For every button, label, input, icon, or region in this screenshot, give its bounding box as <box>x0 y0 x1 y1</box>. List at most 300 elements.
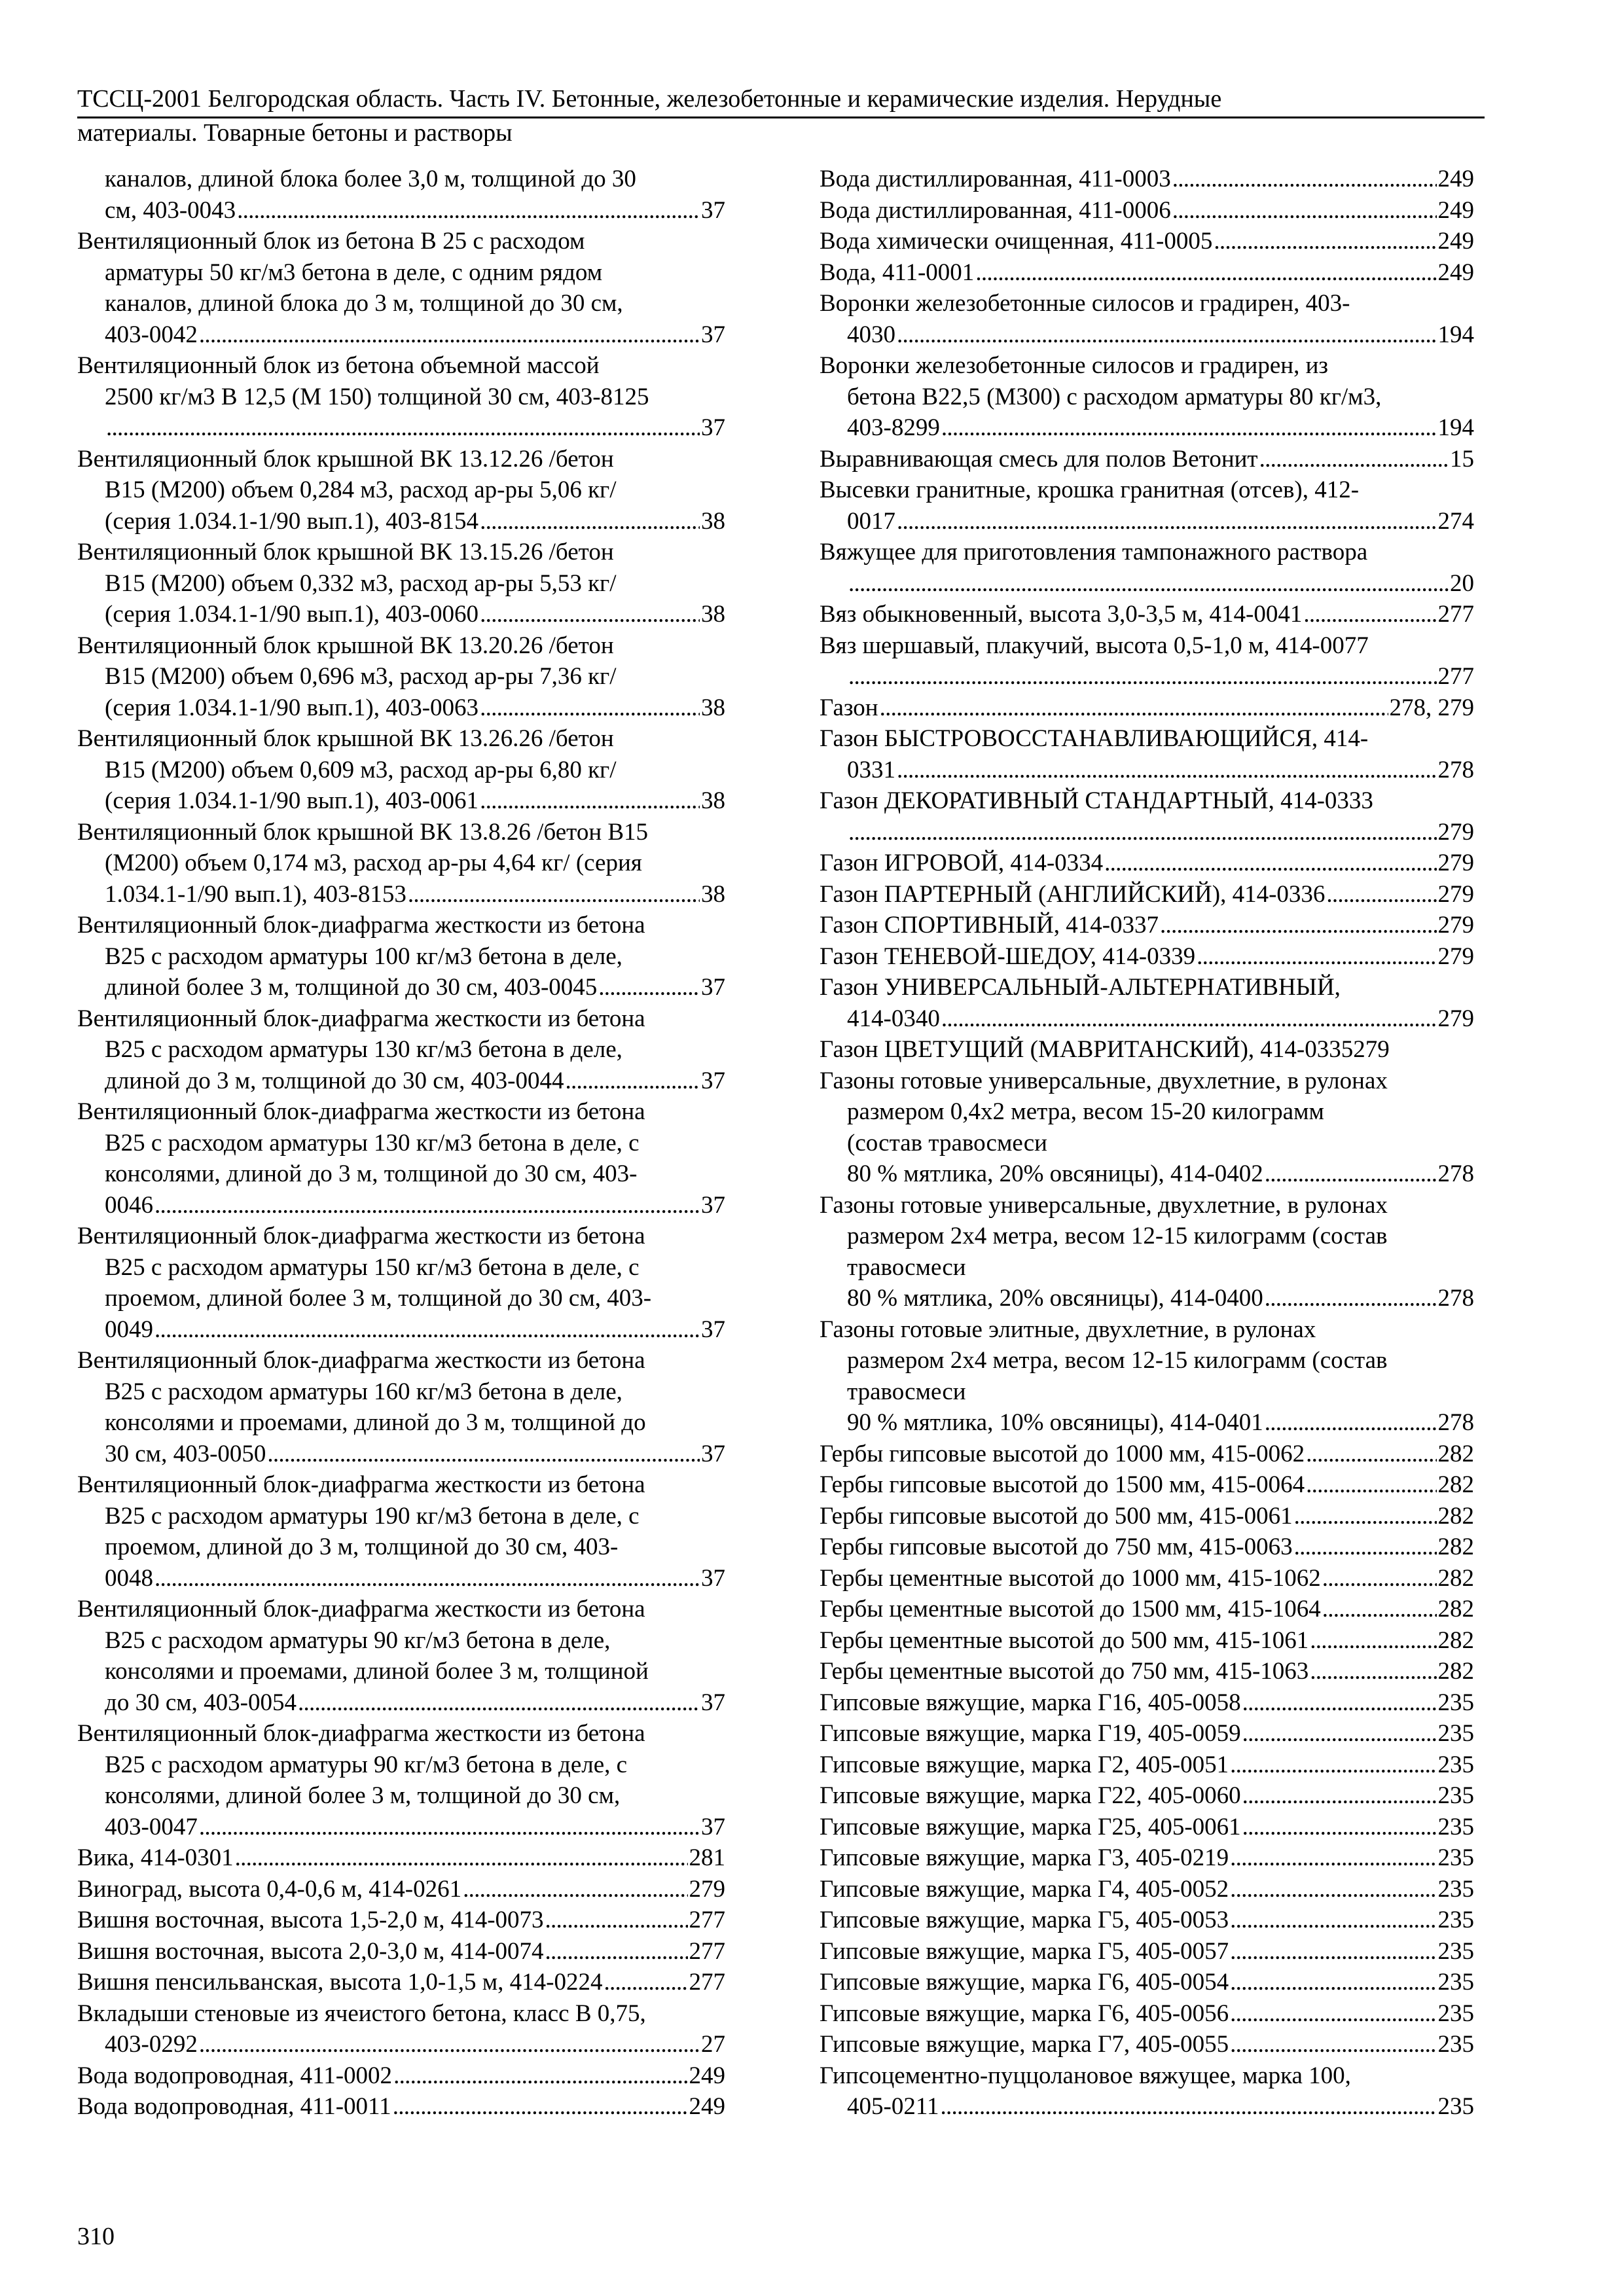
dot-leader <box>298 1687 700 1719</box>
entry-text-line: Вентиляционный блок крышной ВК 13.12.26 /бетон <box>77 445 614 473</box>
dot-leader <box>1242 1812 1437 1843</box>
entry-text-line: Газоны готовые элитные, двухлетние, в рулонах <box>820 1316 1316 1343</box>
entry-text-line: 2500 кг/м3 В 12,5 (М 150) толщиной 30 см, 403-8125 <box>105 383 649 410</box>
index-entry <box>820 444 1474 475</box>
index-entry <box>820 1842 1474 1874</box>
page-reference: 281 <box>689 1844 725 1871</box>
entry-text-line: проемом, длиной до 3 м, толщиной до 30 см, 403- <box>105 1534 619 1560</box>
index-entry <box>77 226 725 350</box>
entry-text-line: В25 с расходом арматуры 160 кг/м3 бетона в деле, <box>105 1378 623 1405</box>
entry-text-line: Выравнивающая смесь для полов Ветонит <box>820 445 1258 473</box>
page-reference: 282 <box>1437 1534 1474 1560</box>
index-entry <box>820 1967 1474 1998</box>
index-entry <box>820 1687 1474 1719</box>
entry-text-line: Вода водопроводная, 411-0002 <box>77 2062 393 2089</box>
index-entry <box>77 723 725 817</box>
dot-leader <box>235 1842 688 1874</box>
entry-text-line: консолями, длиной до 3 м, толщиной до 30 см, 403- <box>105 1160 638 1187</box>
index-entry <box>77 350 725 444</box>
index-entry <box>820 537 1474 599</box>
index-entry <box>820 1998 1474 2030</box>
entry-text-line: Газон <box>820 694 878 721</box>
page-reference: 37 <box>701 1564 725 1592</box>
index-entry <box>820 1780 1474 1812</box>
dot-leader <box>565 1066 700 1097</box>
dot-leader <box>1306 1439 1436 1470</box>
entry-text-line: Гипсоцементно-пуццолановое вяжущее, марка 100, <box>820 2062 1351 2089</box>
page-reference: 194 <box>1437 321 1474 348</box>
index-entry <box>820 195 1474 226</box>
entry-text-line: Гербы гипсовые высотой до 500 мм, 415-0061 <box>820 1502 1293 1530</box>
entry-text-line: 414-0340 <box>847 1005 940 1032</box>
dot-leader <box>897 319 1437 351</box>
entry-text-line: длиной до 3 м, толщиной до 30 см, 403-0044 <box>105 1067 564 1094</box>
entry-text-line: 403-0042 <box>105 321 198 348</box>
entry-text-line: В25 с расходом арматуры 190 кг/м3 бетона в деле, с <box>105 1502 640 1530</box>
entry-text-line: Гербы гипсовые высотой до 1500 мм, 415-0064 <box>820 1471 1305 1498</box>
dot-leader <box>941 412 1437 444</box>
dot-leader <box>880 692 1388 724</box>
entry-text-line: 403-0047 <box>105 1813 198 1840</box>
index-entry <box>820 1469 1474 1501</box>
dot-leader <box>1265 1283 1437 1314</box>
index-entry <box>77 1003 725 1097</box>
page-reference: 282 <box>1437 1440 1474 1467</box>
dot-leader <box>408 879 700 910</box>
entry-text-line: бетона В22,5 (М300) с расходом арматуры 80 кг/м3, <box>847 383 1382 410</box>
entry-text-line: каналов, длиной блока более 3,0 м, толщиной до 30 <box>105 166 636 192</box>
entry-text-line: травосмеси <box>847 1253 966 1281</box>
page-reference: 282 <box>1437 1564 1474 1592</box>
entry-text-line: арматуры 50 кг/м3 бетона в деле, с одним рядом <box>105 259 603 286</box>
page-number: 310 <box>77 2223 115 2250</box>
page-reference: 282 <box>1437 1658 1474 1685</box>
page-reference: 277 <box>689 1937 725 1965</box>
index-entry <box>820 1936 1474 1967</box>
dot-leader <box>106 412 700 444</box>
entry-text-line: Гербы цементные высотой до 1500 мм, 415-1064 <box>820 1596 1321 1623</box>
entry-text-line: 0017 <box>847 507 895 535</box>
entry-text-line: Вяз обыкновенный, высота 3,0-3,5 м, 414-0041 <box>820 601 1303 628</box>
index-entry <box>820 1812 1474 1843</box>
entry-text-line: 80 % мятлика, 20% овсяницы), 414-0400 <box>847 1285 1263 1312</box>
page-reference: 279 <box>689 1875 725 1903</box>
index-entry <box>820 1501 1474 1532</box>
entry-text-line: Вентиляционный блок из бетона В 25 с расходом <box>77 228 585 255</box>
index-entry <box>77 1967 725 1998</box>
entry-text-line: Вентиляционный блок-диафрагма жесткости из бетона <box>77 1223 645 1249</box>
index-entry <box>77 630 725 724</box>
dot-leader <box>975 257 1436 289</box>
dot-leader <box>1230 1874 1436 1905</box>
entry-text-line: Вентиляционный блок-диафрагма жесткости из бетона <box>77 912 645 939</box>
dot-leader <box>1294 1532 1437 1563</box>
entry-text-line: 0046 <box>105 1191 153 1219</box>
index-entry <box>820 941 1474 973</box>
page-reference: 37 <box>701 1813 725 1840</box>
entry-text-line: Газон ИГРОВОЙ, 414-0334 <box>820 850 1104 876</box>
entry-text-line: Газон ДЕКОРАТИВНЫЙ СТАНДАРТНЫЙ, 414-0333 <box>820 787 1373 814</box>
dot-leader <box>393 2060 687 2092</box>
page-reference: 282 <box>1437 1502 1474 1530</box>
header-line-1: ТССЦ-2001 Белгородская область. Часть IV. Бетонные, железобетонные и керамические изделия. Нерудные <box>77 85 1222 113</box>
entry-text-line: Газон ЦВЕТУЩИЙ (МАВРИТАНСКИЙ), 414-0335 <box>820 1036 1354 1063</box>
entry-text-line: Воронки железобетонные силосов и градирен, из <box>820 352 1328 379</box>
entry-text-line: Газоны готовые универсальные, двухлетние, в рулонах <box>820 1067 1388 1094</box>
page-reference: 235 <box>1437 1844 1474 1871</box>
page-reference: 249 <box>1437 166 1474 192</box>
dot-leader <box>604 1967 687 1998</box>
index-entry <box>77 1874 725 1905</box>
page-reference: 235 <box>1437 1907 1474 1933</box>
dot-leader <box>545 1905 688 1936</box>
entry-text-line: 403-0292 <box>105 2031 198 2058</box>
dot-leader <box>1322 1594 1437 1625</box>
page-reference: 194 <box>1437 414 1474 441</box>
page-reference: 37 <box>701 196 725 224</box>
entry-text-line: В25 с расходом арматуры 90 кг/м3 бетона в деле, <box>105 1626 611 1654</box>
dot-leader <box>1230 1967 1436 1998</box>
page-reference: 38 <box>701 880 725 908</box>
index-entry <box>820 288 1474 350</box>
dot-leader <box>480 692 700 724</box>
dot-leader <box>1326 879 1436 910</box>
index-entry <box>77 444 725 537</box>
entry-text-line: Газон УНИВЕРСАЛЬНЫЙ-АЛЬТЕРНАТИВНЫЙ, <box>820 974 1341 1001</box>
page-reference: 249 <box>689 2093 725 2120</box>
page-reference: 278, 279 <box>1389 694 1474 721</box>
page-reference: 37 <box>701 321 725 348</box>
entry-text-line: 80 % мятлика, 20% овсяницы), 414-0402 <box>847 1160 1263 1187</box>
entry-text-line: 405-0211 <box>847 2093 939 2120</box>
entry-text-line: В25 с расходом арматуры 130 кг/м3 бетона в деле, с <box>105 1129 640 1157</box>
index-entry <box>820 692 1474 724</box>
entry-text-line: Вентиляционный блок крышной ВК 13.8.26 /бетон В15 <box>77 818 649 846</box>
page-reference: 235 <box>1437 2031 1474 2058</box>
page-reference: 279 <box>1437 912 1474 939</box>
index-entry <box>77 1718 725 1842</box>
entry-text-line: Вода дистиллированная, 411-0006 <box>820 196 1171 224</box>
index-entry <box>820 2029 1474 2060</box>
index-entry <box>820 1314 1474 1439</box>
dot-leader <box>1242 1780 1437 1812</box>
entry-text-line: Вкладыши стеновые из ячеистого бетона, класс В 0,75, <box>77 2000 646 2027</box>
entry-text-line: Гипсовые вяжущие, марка Г22, 405-0060 <box>820 1782 1241 1809</box>
entry-text-line: Гербы гипсовые высотой до 1000 мм, 415-0062 <box>820 1440 1305 1467</box>
dot-leader <box>1230 1842 1436 1874</box>
page-reference: 274 <box>1437 507 1474 535</box>
page-reference: 20 <box>1450 569 1474 597</box>
dot-leader <box>199 319 700 351</box>
entry-text-line: (серия 1.034.1-1/90 вып.1), 403-0063 <box>105 694 479 721</box>
index-entry <box>77 1221 725 1345</box>
entry-text-line: Гипсовые вяжущие, марка Г2, 405-0051 <box>820 1751 1229 1778</box>
page-reference: 249 <box>1437 228 1474 255</box>
page-reference: 235 <box>1437 2093 1474 2120</box>
index-entry <box>820 2060 1474 2123</box>
page-reference: 235 <box>1437 1813 1474 1840</box>
entry-text-line: см, 403-0043 <box>105 196 236 224</box>
dot-leader <box>480 506 700 537</box>
page-reference: 37 <box>701 1316 725 1343</box>
index-entry <box>820 226 1474 257</box>
index-entry <box>820 972 1474 1034</box>
page-reference: 38 <box>701 694 725 721</box>
entry-text-line: В25 с расходом арматуры 90 кг/м3 бетона в деле, с <box>105 1751 628 1778</box>
entry-text-line: 90 % мятлика, 10% овсяницы), 414-0401 <box>847 1409 1263 1436</box>
entry-text-line: Вода химически очищенная, 411-0005 <box>820 228 1213 255</box>
entry-text-line: Вентиляционный блок-диафрагма жесткости из бетона <box>77 1005 645 1032</box>
dot-leader <box>1214 226 1436 257</box>
entry-text-line: Газон ПАРТЕРНЫЙ (АНГЛИЙСКИЙ), 414-0336 <box>820 880 1326 908</box>
page-reference: 249 <box>1437 259 1474 286</box>
dot-leader <box>1322 1563 1437 1594</box>
dot-leader <box>480 785 700 817</box>
entry-text-line: В25 с расходом арматуры 100 кг/м3 бетона в деле, <box>105 942 623 970</box>
entry-text-line: 403-8299 <box>847 414 940 441</box>
dot-leader <box>1197 941 1436 973</box>
page-reference: 249 <box>1437 196 1474 224</box>
page-reference: 279 <box>1437 850 1474 876</box>
index-entry <box>820 1656 1474 1687</box>
page-reference: 235 <box>1437 1782 1474 1809</box>
entry-text-line: Вода водопроводная, 411-0011 <box>77 2093 391 2120</box>
entry-text-line: Гипсовые вяжущие, марка Г25, 405-0061 <box>820 1813 1241 1840</box>
entry-text-line: Гербы цементные высотой до 500 мм, 415-1061 <box>820 1626 1309 1654</box>
entry-text-line: Газон БЫСТРОВОССТАНАВЛИВАЮЩИЙСЯ, 414- <box>820 725 1369 752</box>
page-reference: 279 <box>1437 880 1474 908</box>
page-reference: 235 <box>1437 1751 1474 1778</box>
entry-text-line: Гербы гипсовые высотой до 750 мм, 415-0063 <box>820 1534 1293 1560</box>
index-entry <box>820 1190 1474 1314</box>
page-reference: 279 <box>1437 942 1474 970</box>
page-reference: 282 <box>1437 1626 1474 1654</box>
entry-text-line: (М200) объем 0,174 м3, расход ар-ры 4,64 кг/ (серия <box>105 850 642 876</box>
page-reference: 235 <box>1437 1875 1474 1903</box>
dot-leader <box>1230 1905 1436 1936</box>
entry-text-line: консолями и проемами, длиной до 3 м, толщиной до <box>105 1409 646 1436</box>
dot-leader <box>1306 1469 1436 1501</box>
page-reference: 235 <box>1437 1969 1474 1996</box>
entry-text-line: Гипсовые вяжущие, марка Г6, 405-0054 <box>820 1969 1229 1996</box>
entry-text-line: 4030 <box>847 321 895 348</box>
index-entry <box>77 164 725 226</box>
running-header <box>77 84 1485 114</box>
entry-text-line: размером 2х4 метра, весом 12-15 килограмм (состав <box>847 1347 1388 1374</box>
entry-text-line: Вода дистиллированная, 411-0003 <box>820 166 1171 192</box>
dot-leader <box>1310 1656 1436 1687</box>
dot-leader <box>1160 910 1436 941</box>
entry-text-line: Вентиляционный блок из бетона объемной массой <box>77 352 600 379</box>
page-reference: 38 <box>701 601 725 628</box>
index-entry <box>77 817 725 910</box>
dot-leader <box>1242 1718 1437 1749</box>
entry-text-line: (серия 1.034.1-1/90 вып.1), 403-0060 <box>105 601 479 628</box>
entry-text-line: Гипсовые вяжущие, марка Г7, 405-0055 <box>820 2031 1229 2058</box>
dot-leader <box>1265 1158 1437 1190</box>
entry-text-line: В25 с расходом арматуры 130 кг/м3 бетона в деле, <box>105 1036 623 1063</box>
index-entry <box>77 1998 725 2060</box>
index-entry <box>77 1096 725 1221</box>
entry-text-line: Вентиляционный блок-диафрагма жесткости из бетона <box>77 1471 645 1498</box>
index-entry <box>820 1439 1474 1470</box>
page-reference: 38 <box>701 507 725 535</box>
page-reference: 249 <box>689 2062 725 2089</box>
running-header-continued <box>77 118 1485 148</box>
page-reference: 235 <box>1437 1937 1474 1965</box>
dot-leader <box>1259 444 1449 475</box>
index-entry <box>77 1345 725 1469</box>
entry-text-line: 0049 <box>105 1316 153 1343</box>
entry-text-line: травосмеси <box>847 1378 966 1405</box>
page-reference: 278 <box>1437 1285 1474 1312</box>
entry-text-line: 0331 <box>847 756 895 783</box>
page-reference: 38 <box>701 787 725 814</box>
entry-text-line: Гипсовые вяжущие, марка Г5, 405-0053 <box>820 1907 1229 1933</box>
entry-text-line: Вентиляционный блок-диафрагма жесткости из бетона <box>77 1347 645 1374</box>
dot-leader <box>848 661 1437 692</box>
index-entry <box>77 1936 725 1967</box>
entry-text-line: Вишня восточная, высота 1,5-2,0 м, 414-0073 <box>77 1907 544 1933</box>
entry-text-line: до 30 см, 403-0054 <box>105 1689 297 1716</box>
dot-leader <box>897 506 1437 537</box>
entry-text-line: Гербы цементные высотой до 750 мм, 415-1063 <box>820 1658 1309 1685</box>
dot-leader <box>848 568 1449 600</box>
dot-leader <box>1294 1501 1437 1532</box>
entry-text-line: Вяжущее для приготовления тампонажного раствора <box>820 539 1368 565</box>
entry-text-line: длиной более 3 м, толщиной до 30 см, 403-0045 <box>105 974 598 1001</box>
entry-text-line: Газоны готовые универсальные, двухлетние, в рулонах <box>820 1191 1388 1219</box>
index-entry <box>820 879 1474 910</box>
index-column-left <box>77 164 725 2123</box>
dot-leader <box>1104 848 1436 879</box>
entry-text-line: В15 (М200) объем 0,332 м3, расход ар-ры 5,53 кг/ <box>105 569 617 597</box>
index-entry <box>77 910 725 1003</box>
index-entry <box>77 1469 725 1594</box>
entry-text-line: Гипсовые вяжущие, марка Г19, 405-0059 <box>820 1720 1241 1747</box>
entry-text-line: Вентиляционный блок-диафрагма жесткости из бетона <box>77 1098 645 1125</box>
entry-text-line: (серия 1.034.1-1/90 вып.1), 403-0061 <box>105 787 479 814</box>
index-entry <box>77 1594 725 1718</box>
entry-text-line: В15 (М200) объем 0,609 м3, расход ар-ры 6,80 кг/ <box>105 756 617 783</box>
index-entry <box>820 1532 1474 1563</box>
index-entry <box>820 475 1474 537</box>
entry-text-line: Вентиляционный блок крышной ВК 13.26.26 /бетон <box>77 725 614 752</box>
entry-text-line: В15 (М200) объем 0,696 м3, расход ар-ры 7,36 кг/ <box>105 663 617 690</box>
dot-leader <box>237 195 700 226</box>
index-entry <box>820 910 1474 941</box>
page-reference: 277 <box>689 1969 725 1996</box>
index-entry <box>820 1066 1474 1190</box>
index-column-right <box>820 164 1474 2123</box>
dot-leader <box>1310 1625 1436 1657</box>
entry-text-line: Вика, 414-0301 <box>77 1844 234 1871</box>
entry-text-line: Вентиляционный блок-диафрагма жесткости из бетона <box>77 1720 645 1747</box>
page-reference: 235 <box>1437 1720 1474 1747</box>
page-reference: 279 <box>1437 1005 1474 1032</box>
entry-text-line: В15 (М200) объем 0,284 м3, расход ар-ры 5,06 кг/ <box>105 476 617 503</box>
entry-text-line: Гипсовые вяжущие, марка Г16, 405-0058 <box>820 1689 1241 1716</box>
index-entry <box>820 1034 1474 1066</box>
index-entry <box>77 2091 725 2123</box>
entry-text-line: Вентиляционный блок крышной ВК 13.20.26 /бетон <box>77 632 614 659</box>
entry-text-line: проемом, длиной более 3 м, толщиной до 30 см, 403- <box>105 1285 652 1312</box>
dot-leader <box>545 1936 688 1967</box>
entry-text-line: размером 2х4 метра, весом 12-15 килограмм (состав <box>847 1223 1388 1249</box>
entry-text-line: Гипсовые вяжущие, марка Г5, 405-0057 <box>820 1937 1229 1965</box>
index-entry <box>820 164 1474 195</box>
entry-text-line: Воронки железобетонные силосов и градирен, 403- <box>820 290 1350 317</box>
index-entry <box>820 630 1474 692</box>
dot-leader <box>940 2091 1436 2123</box>
dot-leader <box>154 1190 700 1221</box>
entry-text-line: В25 с расходом арматуры 150 кг/м3 бетона в деле, с <box>105 1253 640 1281</box>
index-entry <box>820 1625 1474 1657</box>
dot-leader <box>598 972 700 1003</box>
page-reference: 15 <box>1450 445 1474 473</box>
entry-text-line: консолями, длиной более 3 м, толщиной до 30 см, <box>105 1782 621 1809</box>
page-reference: 37 <box>701 974 725 1001</box>
page-reference: 278 <box>1437 756 1474 783</box>
dot-leader <box>480 599 700 630</box>
page-reference: 235 <box>1437 2000 1474 2027</box>
entry-text-line: Гипсовые вяжущие, марка Г3, 405-0219 <box>820 1844 1229 1871</box>
dot-leader <box>1230 2029 1436 2060</box>
dot-leader <box>463 1874 687 1905</box>
dot-leader <box>1230 1749 1436 1781</box>
entry-text-line: Гипсовые вяжущие, марка Г4, 405-0052 <box>820 1875 1229 1903</box>
index-entry <box>820 599 1474 630</box>
page-reference: 282 <box>1437 1471 1474 1498</box>
dot-leader <box>199 2029 700 2060</box>
index-entry <box>820 1563 1474 1594</box>
dot-leader <box>1230 1998 1436 2030</box>
page-reference: 279 <box>1437 818 1474 846</box>
entry-text-line: (серия 1.034.1-1/90 вып.1), 403-8154 <box>105 507 479 535</box>
page-reference: 278 <box>1437 1160 1474 1187</box>
entry-text-line: Вентиляционный блок-диафрагма жесткости из бетона <box>77 1596 645 1623</box>
entry-text-line: Вишня восточная, высота 2,0-3,0 м, 414-0074 <box>77 1937 544 1965</box>
page-reference: 277 <box>1437 601 1474 628</box>
index-entry <box>820 723 1474 785</box>
page-reference: 37 <box>701 1067 725 1094</box>
index-entry <box>820 848 1474 879</box>
page-reference: 277 <box>689 1907 725 1933</box>
entry-text-line: Газон ТЕНЕВОЙ-ШЕДОУ, 414-0339 <box>820 942 1196 970</box>
dot-leader <box>393 2091 688 2123</box>
index-entry <box>820 350 1474 444</box>
entry-text-line: Вода, 411-0001 <box>820 259 975 286</box>
page-reference: 277 <box>1437 663 1474 690</box>
entry-text-line: 0048 <box>105 1564 153 1592</box>
entry-text-line: 30 см, 403-0050 <box>105 1440 266 1467</box>
index-entry <box>77 2060 725 2092</box>
index-entry <box>77 1842 725 1874</box>
entry-text-line: Вентиляционный блок крышной ВК 13.15.26 /бетон <box>77 539 614 565</box>
dot-leader <box>1230 1936 1436 1967</box>
header-line-2: материалы. Товарные бетоны и растворы <box>77 119 513 147</box>
page-reference: 278 <box>1437 1409 1474 1436</box>
entry-text-line: Вяз шершавый, плакучий, высота 0,5-1,0 м, 414-0077 <box>820 632 1369 659</box>
page-reference: 282 <box>1437 1596 1474 1623</box>
entry-text-line: консолями и проемами, длиной более 3 м, толщиной <box>105 1658 649 1685</box>
page-reference: 279 <box>1353 1036 1390 1063</box>
dot-leader <box>1242 1687 1437 1719</box>
page-reference: 235 <box>1437 1689 1474 1716</box>
dot-leader <box>1303 599 1436 630</box>
index-entry <box>820 257 1474 289</box>
entry-text-line: размером 0,4х2 метра, весом 15-20 килограмм <box>847 1098 1324 1125</box>
